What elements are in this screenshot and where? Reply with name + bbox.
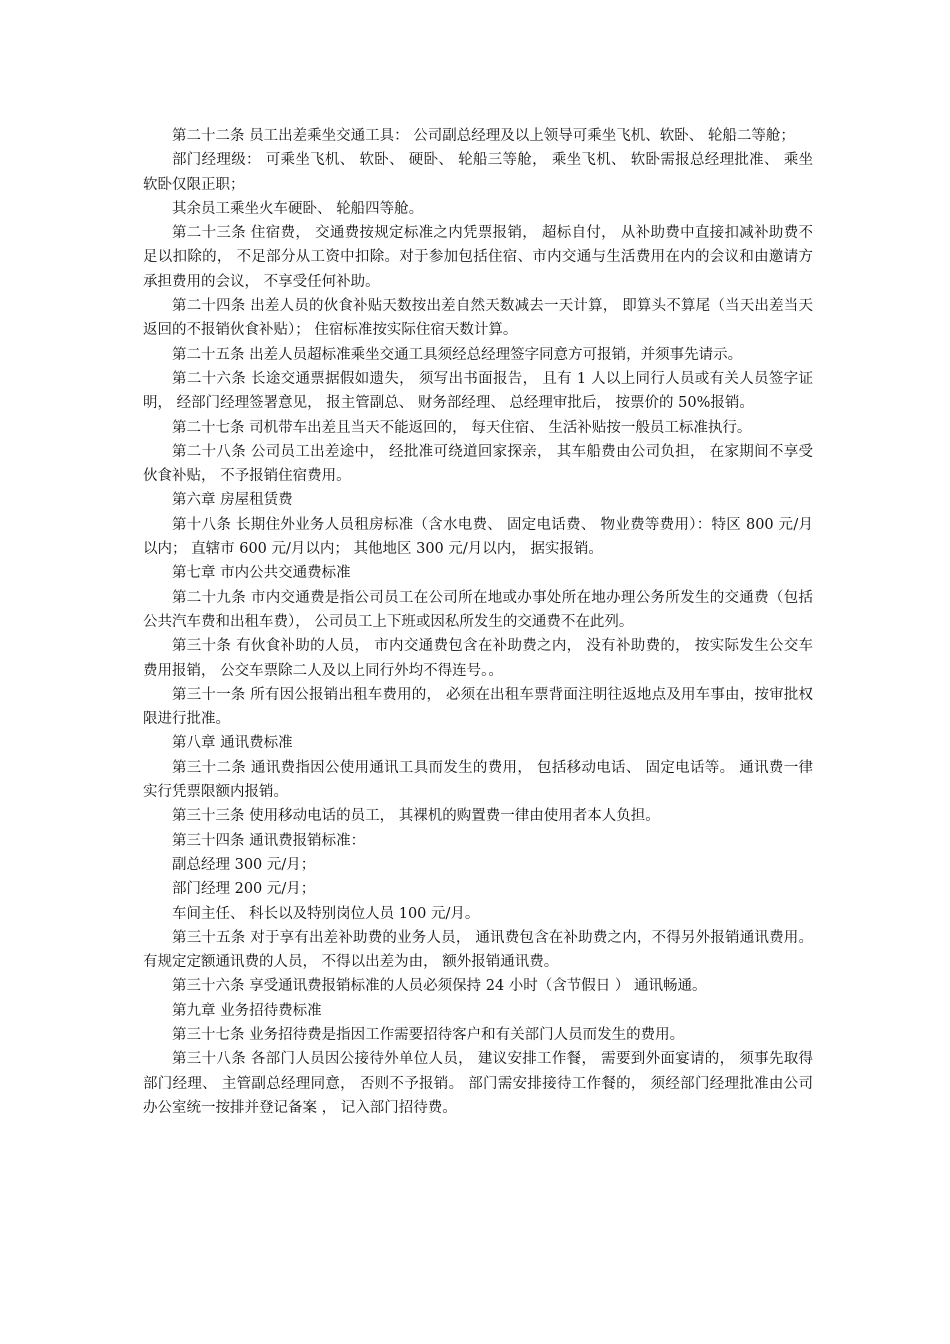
- article-28: 第二十八条 公司员工出差途中， 经批准可绕道回家探亲， 其车船费由公司负担， 在家期间不享受伙食补贴， 不予报销住宿费用。: [143, 443, 813, 485]
- chapter-8-heading: 第八章 通讯费标准: [172, 735, 293, 752]
- chapter-9-heading: 第九章 业务招待费标准: [172, 1002, 322, 1019]
- article-33: 第三十三条 使用移动电话的员工， 其裸机的购置费一律由使用者本人负担。: [172, 808, 660, 825]
- article-34: 第三十四条 通讯费报销标准：: [172, 832, 366, 849]
- chapter-6-heading: 第六章 房屋租赁费: [172, 492, 293, 509]
- chapter-7-heading: 第七章 市内公共交通费标准: [172, 565, 351, 582]
- standard-workshop: 车间主任、 科长以及特别岗位人员 100 元/月。: [172, 905, 480, 922]
- article-35: 第三十五条 对于享有出差补助费的业务人员， 通讯费包含在补助费之内，不得另外报销通讯费用。 有规定定额通讯费的人员， 不得以出差为由， 额外报销通讯费。: [143, 929, 813, 971]
- article-25: 第二十五条 出差人员超标准乘坐交通工具须经总经理签字同意方可报销，并须事先请示。: [172, 346, 743, 363]
- article-36: 第三十六条 享受通讯费报销标准的人员必须保持 24 小时（含节假日 ） 通讯畅通。: [172, 978, 707, 995]
- article-26: 第二十六条 长途交通票据假如遗失， 须写出书面报告， 且有 1 人以上同行人员或有关人员签字证明， 经部门经理签署意见， 报主管副总、 财务部经理、 总经理审批后， 按票价的 50%报销。: [143, 370, 813, 412]
- article-24: 第二十四条 出差人员的伙食补贴天数按出差自然天数减去一天计算， 即算头不算尾（当天出差当天返回的不报销伙食补贴）； 住宿标准按实际住宿天数计算。: [143, 298, 813, 339]
- article-31: 第三十一条 所有因公报销出租车费用的， 必须在出租车票背面注明往返地点及用车事由，按审批权限进行批准。: [143, 686, 813, 728]
- article-32: 第三十二条 通讯费指因公使用通讯工具而发生的费用， 包括移动电话、 固定电话等。 通讯费一律实行凭票限额内报销。: [143, 759, 813, 801]
- standard-dept-manager: 部门经理 200 元/月；: [172, 881, 316, 898]
- article-22: 第二十二条 员工出差乘坐交通工具： 公司副总经理及以上领导可乘坐飞机、软卧、 轮船二等舱；: [172, 128, 795, 144]
- article-38: 第三十八条 各部门人员因公接待外单位人员， 建议安排工作餐， 需要到外面宴请的， 须事先取得部门经理、 主管副总经理同意， 否则不予报销。 部门需安排接待工作餐的， 须经部门经理批准由公司办公室统一按排并登记备案 ， 记入部门招待费。: [143, 1051, 813, 1116]
- article-30: 第三十条 有伙食补助的人员， 市内交通费包含在补助费之内， 没有补助费的， 按实际发生公交车费用报销， 公交车票除二人及以上同行外均不得连号。。: [143, 638, 813, 679]
- article-23: 第二十三条 住宿费， 交通费按规定标准之内凭票报销， 超标自付， 从补助费中直接扣减补助费不足以扣除的， 不足部分从工资中扣除。对于参加包括住宿、市内交通与生活费用在内的会议和由邀请方承担费用的会议， 不享受任何补助。: [143, 225, 813, 290]
- article-18: 第十八条 长期住外业务人员租房标准（含水电费、 固定电话费、 物业费等费用）：特区 800 元/月以内； 直辖市 600 元/月以内； 其他地区 300 元/月以内， 据实报销。: [143, 516, 813, 558]
- article-27: 第二十七条 司机带车出差且当天不能返回的， 每天住宿、 生活补贴按一般员工标准执行。: [172, 419, 752, 436]
- standard-vice-gm: 副总经理 300 元/月；: [172, 856, 316, 873]
- article-29: 第二十九条 市内交通费是指公司员工在公司所在地或办事处所在地办理公务所发生的交通费（包括公共汽车费和出租车费）， 公司员工上下班或因私所发生的交通费不在此列。: [143, 589, 813, 630]
- document-body: [143, 124, 813, 1120]
- dept-manager-travel: 部门经理级： 可乘坐飞机、 软卧、 硬卧、 轮船三等舱， 乘坐飞机、 软卧需报总经理批准、 乘坐软卧仅限正职；: [143, 152, 813, 193]
- other-staff-travel: 其余员工乘坐火车硬卧、 轮船四等舱。: [172, 200, 424, 217]
- article-37: 第三十七条 业务招待费是指因工作需要招待客户和有关部门人员而发生的费用。: [172, 1026, 685, 1043]
